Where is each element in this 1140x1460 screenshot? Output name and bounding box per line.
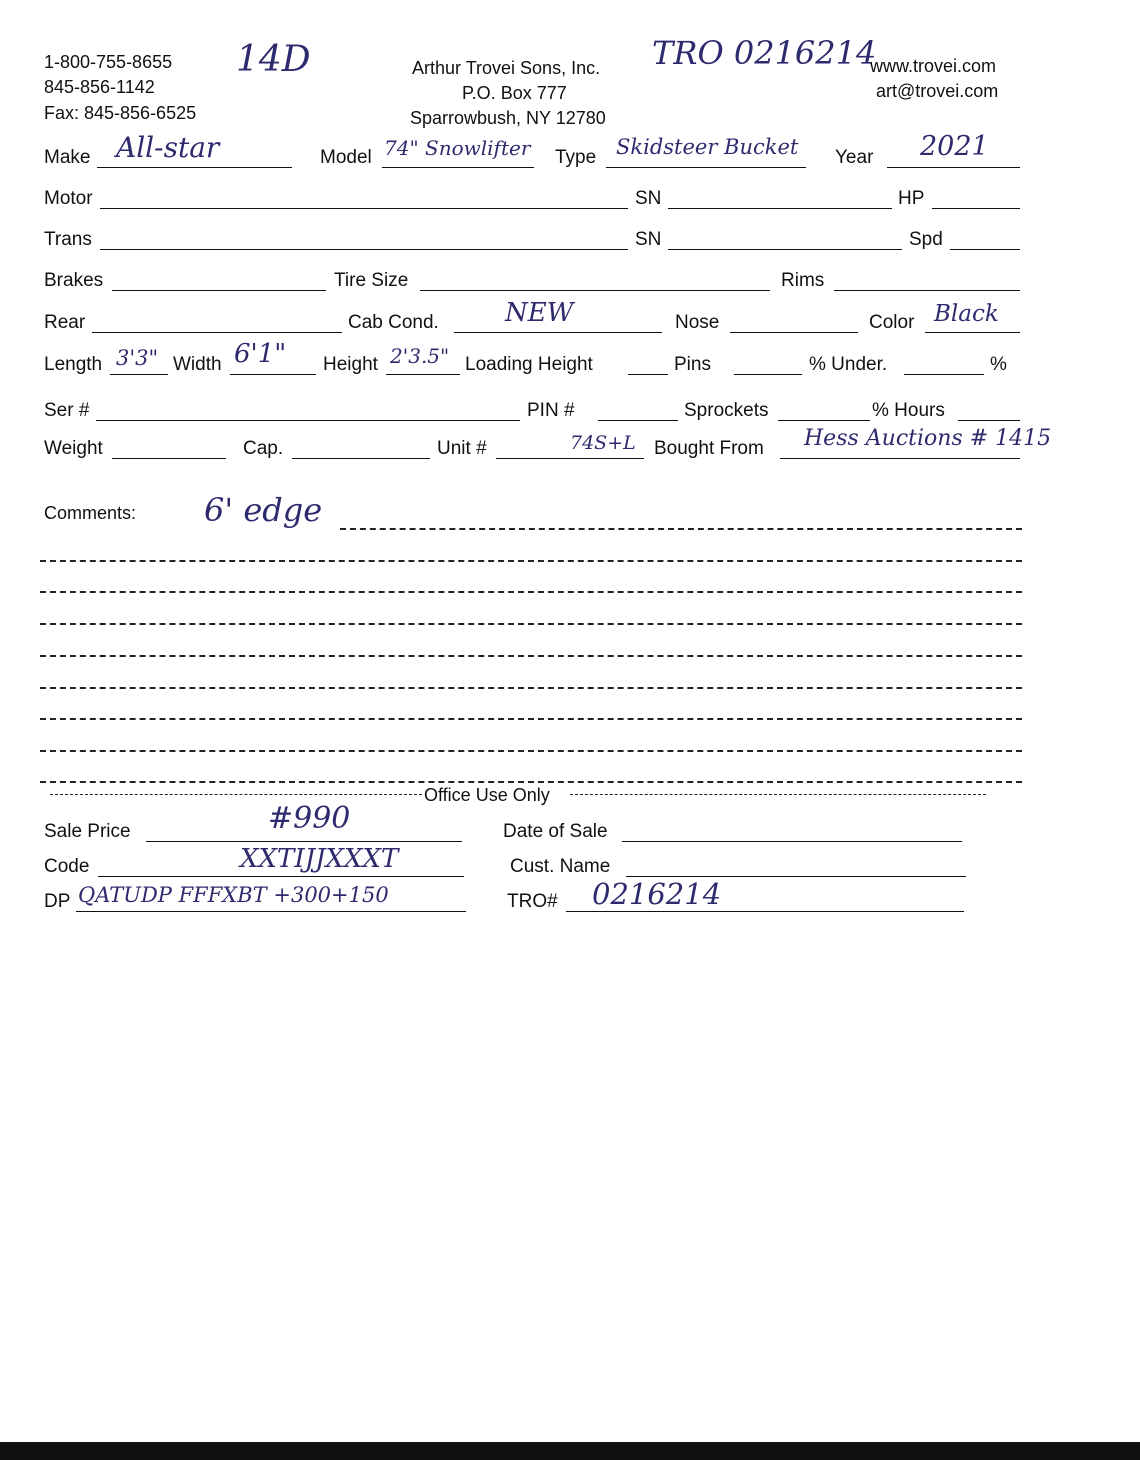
comment-line bbox=[40, 781, 1022, 783]
type-label: Type bbox=[555, 147, 597, 168]
website: www.trovei.com bbox=[870, 56, 997, 76]
rims-label: Rims bbox=[781, 270, 825, 291]
comment-line bbox=[40, 560, 1022, 562]
cap-label: Cap. bbox=[243, 438, 284, 459]
unit-line bbox=[496, 458, 644, 459]
year-value: 2021 bbox=[920, 131, 989, 162]
weight-line bbox=[112, 458, 226, 459]
comments-label: Comments: bbox=[44, 503, 137, 523]
cab-cond-value: NEW bbox=[505, 298, 574, 328]
loading-height-line bbox=[628, 374, 668, 375]
loading-height-label: Loading Height bbox=[465, 354, 593, 375]
brakes-line bbox=[112, 290, 326, 291]
type-line bbox=[606, 167, 806, 168]
code-label: Code bbox=[44, 856, 90, 877]
length-value: 3'3" bbox=[116, 346, 159, 370]
po-box: P.O. Box 777 bbox=[462, 83, 567, 103]
height-value: 2'3.5" bbox=[390, 344, 450, 368]
trans-sn-line bbox=[668, 249, 902, 250]
tire-size-line bbox=[420, 290, 770, 291]
color-value: Black bbox=[934, 301, 999, 327]
bought-from-label: Bought From bbox=[654, 438, 764, 459]
pct-hours-label: % Hours bbox=[872, 400, 945, 421]
unit-value: 74S+L bbox=[570, 432, 636, 454]
comment-line bbox=[40, 591, 1022, 593]
phone-tollfree: 1-800-755-8655 bbox=[44, 52, 173, 72]
ser-label: Ser # bbox=[44, 400, 90, 421]
date-of-sale-line bbox=[622, 841, 962, 842]
brakes-label: Brakes bbox=[44, 270, 104, 291]
length-label: Length bbox=[44, 354, 103, 375]
hp-line bbox=[932, 208, 1020, 209]
sale-price-value: #990 bbox=[268, 801, 351, 836]
trans-label: Trans bbox=[44, 229, 92, 250]
rear-label: Rear bbox=[44, 312, 86, 333]
model-line bbox=[382, 167, 534, 168]
width-value: 6'1" bbox=[234, 339, 287, 369]
spd-label: Spd bbox=[909, 229, 943, 250]
pin-line bbox=[598, 420, 678, 421]
length-line bbox=[110, 374, 168, 375]
city-state-zip: Sparrowbush, NY 12780 bbox=[410, 108, 606, 128]
sprockets-label: Sprockets bbox=[684, 400, 769, 421]
pct-hours-line bbox=[958, 420, 1020, 421]
tro-label: TRO# bbox=[507, 891, 558, 912]
handwritten-code: 14D bbox=[236, 39, 311, 80]
nose-label: Nose bbox=[675, 312, 720, 333]
model-label: Model bbox=[320, 147, 372, 168]
email: art@trovei.com bbox=[876, 81, 999, 101]
pin-label: PIN # bbox=[527, 400, 575, 421]
nose-line bbox=[730, 332, 858, 333]
make-value: All-star bbox=[116, 131, 220, 164]
pct-under-label: % Under. bbox=[809, 354, 888, 375]
pins-label: Pins bbox=[674, 354, 711, 375]
motor-line bbox=[100, 208, 628, 209]
unit-label: Unit # bbox=[437, 438, 487, 459]
trans-sn-label: SN bbox=[635, 229, 662, 250]
bought-from-value: Hess Auctions # 1415 bbox=[804, 426, 1052, 451]
model-value: 74" Snowlifter bbox=[384, 136, 531, 160]
comment-line bbox=[40, 687, 1022, 689]
motor-label: Motor bbox=[44, 188, 93, 209]
height-label: Height bbox=[323, 354, 378, 375]
handwritten-tro-number: TRO 0216214 bbox=[652, 34, 877, 72]
pct-under-line bbox=[904, 374, 984, 375]
sale-price-line bbox=[146, 841, 462, 842]
dp-line bbox=[76, 911, 466, 912]
tire-size-label: Tire Size bbox=[334, 270, 409, 291]
sprockets-line bbox=[778, 420, 870, 421]
cust-name-label: Cust. Name bbox=[510, 856, 611, 877]
office-divider-left bbox=[50, 794, 422, 795]
spd-line bbox=[950, 249, 1020, 250]
comment-line bbox=[40, 750, 1022, 752]
fax-number: Fax: 845-856-6525 bbox=[44, 103, 197, 123]
company-name: Arthur Trovei Sons, Inc. bbox=[412, 58, 601, 78]
comment-line bbox=[40, 623, 1022, 625]
dp-label: DP bbox=[44, 891, 71, 912]
date-of-sale-label: Date of Sale bbox=[503, 821, 608, 842]
width-label: Width bbox=[173, 354, 222, 375]
scan-bottom-edge bbox=[0, 1442, 1140, 1460]
cab-cond-label: Cab Cond. bbox=[348, 312, 439, 333]
tro-line bbox=[566, 911, 964, 912]
motor-sn-line bbox=[668, 208, 892, 209]
motor-sn-label: SN bbox=[635, 188, 662, 209]
color-line bbox=[925, 332, 1020, 333]
year-line bbox=[887, 167, 1020, 168]
dp-value: QATUDP FFFXBT +300+150 bbox=[78, 883, 389, 907]
trans-line bbox=[100, 249, 628, 250]
comment-line bbox=[40, 718, 1022, 720]
year-label: Year bbox=[835, 147, 874, 168]
sale-price-label: Sale Price bbox=[44, 821, 131, 842]
ser-line bbox=[96, 420, 520, 421]
rims-line bbox=[834, 290, 1020, 291]
office-use-title: Office Use Only bbox=[424, 785, 550, 805]
weight-label: Weight bbox=[44, 438, 103, 459]
code-line bbox=[98, 876, 464, 877]
comment-line bbox=[340, 528, 1022, 530]
tro-value: 0216214 bbox=[592, 877, 722, 911]
code-value: XXTIJJXXXT bbox=[240, 844, 399, 874]
cab-cond-line bbox=[454, 332, 662, 333]
pins-line bbox=[734, 374, 802, 375]
type-value: Skidsteer Bucket bbox=[616, 135, 799, 159]
hp-label: HP bbox=[898, 188, 925, 209]
bought-from-line bbox=[780, 458, 1020, 459]
comment-line bbox=[40, 655, 1022, 657]
width-line bbox=[230, 374, 316, 375]
pct-under-symbol: % bbox=[990, 354, 1007, 375]
office-divider-right bbox=[570, 794, 986, 795]
phone-local: 845-856-1142 bbox=[44, 77, 155, 97]
color-label: Color bbox=[869, 312, 915, 333]
comments-value: 6' edge bbox=[204, 491, 323, 529]
rear-line bbox=[92, 332, 342, 333]
height-line bbox=[386, 374, 460, 375]
make-line bbox=[97, 167, 292, 168]
cap-line bbox=[292, 458, 430, 459]
make-label: Make bbox=[44, 147, 91, 168]
